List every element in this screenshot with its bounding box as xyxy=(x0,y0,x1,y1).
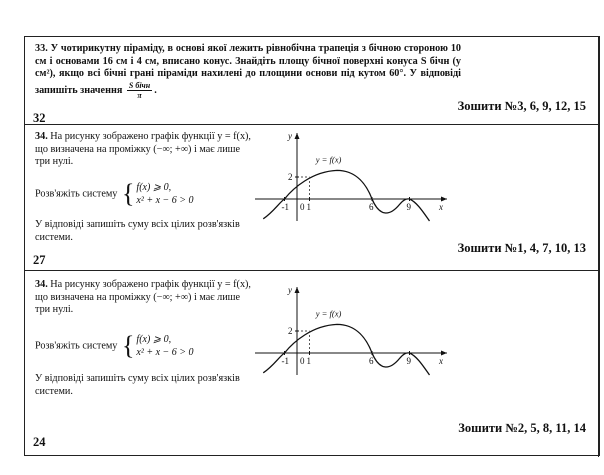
row-number: 24 xyxy=(33,435,46,449)
function-graph xyxy=(251,283,451,379)
problem-number: 34. xyxy=(35,279,48,290)
x-tick-label: 6 xyxy=(369,356,374,366)
notebook-reference: Зошити №1, 4, 7, 10, 13 xyxy=(457,241,586,255)
problem-text xyxy=(35,131,251,169)
origin-label: 0 xyxy=(300,356,305,366)
system-prompt: Розв'яжіть систему xyxy=(35,340,118,352)
x-axis-label: x xyxy=(439,356,443,366)
x-tick-label: 1 xyxy=(306,356,311,366)
row-number: 27 xyxy=(33,253,46,267)
system-line xyxy=(35,333,251,359)
function-label: y = f(x) xyxy=(315,154,342,165)
system-brace: { xyxy=(121,179,135,208)
problem-body: У чотирикутну піраміду, в основі якої лежить рівнобічна трапеція з бічною стороною 10 см і основами 16 см і 4 см, вписано конус. Знайдіть площу бічної поверхні конуса S бічн (у см²), якщо всі бічні грані піраміди нахилені до площини основи під кутом 60°. У відповіді запишіть значення xyxy=(35,43,462,96)
system-prompt: Розв'яжіть систему xyxy=(35,188,118,200)
fraction-denominator: π xyxy=(137,90,142,100)
answer-sheet xyxy=(24,36,600,456)
fraction-numerator: S бічн xyxy=(128,80,151,90)
y-axis-arrow xyxy=(295,133,300,139)
system-brace: { xyxy=(121,331,135,360)
x-axis-label: x xyxy=(439,202,443,212)
system-line-2: x² + x − 6 > 0 xyxy=(136,347,194,358)
y-axis-label: y xyxy=(288,131,292,141)
answer-instruction: У відповіді запишіть суму всіх цілих розв'язків системи. xyxy=(35,373,240,397)
system-of-inequalities xyxy=(122,333,194,359)
problem-text: 33. У чотирикутну піраміду, в основі якої лежить рівнобічна трапеція з бічною стороною 10 см і основами 16 см і 4 см, вписано конус. Знайдіть площу бічної поверхні конуса S бічн (у см²), якщо всі бічні грані піраміди нахилені до площини основи під кутом 60°. У відповіді запишіть значення $\frac{\text{S бічн}}{\pi}$ . xyxy=(35,43,462,100)
x-tick-label: 9 xyxy=(406,202,411,212)
x-axis-arrow xyxy=(441,197,447,202)
notebook-reference: Зошити №3, 6, 9, 12, 15 xyxy=(457,99,586,113)
x-tick-label: -1 xyxy=(281,202,289,212)
problem-block-34-a xyxy=(25,125,600,271)
problem-number: 34. xyxy=(35,131,48,142)
problem-block-33 xyxy=(25,37,600,125)
problem-body: На рисунку зображено графік функції y = f(x), що визначена на проміжку (−∞; +∞) і має лише три нулі. xyxy=(35,131,251,168)
x-axis-arrow xyxy=(441,351,447,356)
x-tick-label: 1 xyxy=(306,202,311,212)
problem-body: На рисунку зображено графік функції y = f(x), що визначена на проміжку (−∞; +∞) і має лише три нулі. xyxy=(35,279,251,316)
problem-text xyxy=(35,279,251,317)
system-of-inequalities xyxy=(122,181,194,207)
system-line-2: x² + x − 6 > 0 xyxy=(136,195,194,206)
answer-fraction xyxy=(127,81,152,100)
y-axis-arrow xyxy=(295,287,300,293)
system-line-1: f(x) ⩾ 0, xyxy=(136,334,172,345)
system-line-1: f(x) ⩾ 0, xyxy=(136,182,172,193)
row-number: 32 xyxy=(33,111,46,125)
problem-block-34-b xyxy=(25,271,600,457)
x-tick-label: -1 xyxy=(281,356,289,366)
y-tick-label: 2 xyxy=(288,172,293,182)
y-tick-label: 2 xyxy=(288,326,293,336)
function-label: y = f(x) xyxy=(315,308,342,319)
problem-number: 33. xyxy=(35,43,48,54)
notebook-reference: Зошити №2, 5, 8, 11, 14 xyxy=(458,421,586,435)
x-tick-label: 9 xyxy=(406,356,411,366)
function-graph xyxy=(251,129,451,225)
answer-instruction: У відповіді запишіть суму всіх цілих розв'язків системи. xyxy=(35,219,240,243)
system-line xyxy=(35,181,251,207)
x-tick-label: 6 xyxy=(369,202,374,212)
origin-label: 0 xyxy=(300,202,305,212)
y-axis-label: y xyxy=(288,285,292,295)
